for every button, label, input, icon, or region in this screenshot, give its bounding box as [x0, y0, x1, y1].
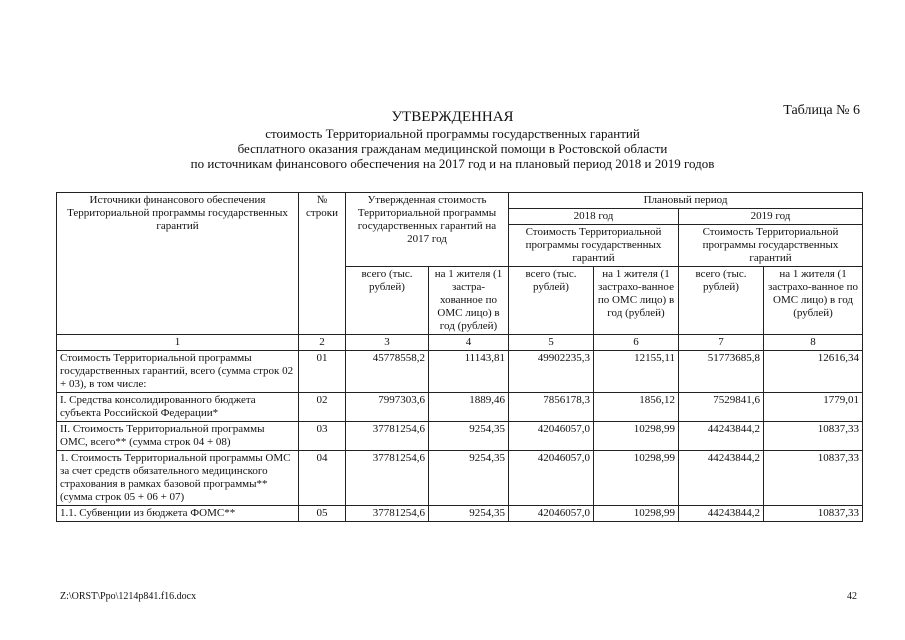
subtitle-line-1: стоимость Территориальной программы государственных гарантий [265, 126, 640, 141]
value-total-2017: 7997303,6 [346, 393, 429, 422]
column-number: 1 [57, 335, 299, 351]
value-total-2018: 49902235,3 [509, 351, 594, 393]
value-total-2019: 44243844,2 [679, 506, 764, 522]
column-number: 3 [346, 335, 429, 351]
value-total-2018: 42046057,0 [509, 451, 594, 506]
column-number: 6 [594, 335, 679, 351]
value-per-capita-2019: 12616,34 [764, 351, 863, 393]
header-per-capita-2017: на 1 жителя (1 застра-хованное по ОМС лицо) в год (рублей) [429, 267, 509, 335]
value-total-2018: 7856178,3 [509, 393, 594, 422]
value-per-capita-2018: 10298,99 [594, 451, 679, 506]
row-number: 05 [299, 506, 346, 522]
value-per-capita-2017: 1889,46 [429, 393, 509, 422]
row-name: 1.1. Субвенции из бюджета ФОМС** [57, 506, 299, 522]
value-per-capita-2019: 1779,01 [764, 393, 863, 422]
header-year-2019: 2019 год [679, 209, 863, 225]
header-year-2018: 2018 год [509, 209, 679, 225]
value-total-2018: 42046057,0 [509, 506, 594, 522]
row-number: 03 [299, 422, 346, 451]
subtitle-line-3: по источникам финансового обеспечения на 2017 год и на плановый период 2018 и 2019 годов [190, 156, 715, 171]
value-per-capita-2018: 10298,99 [594, 422, 679, 451]
subtitle-line-2: бесплатного оказания гражданам медицинской помощи в Ростовской области [237, 141, 668, 156]
column-number: 5 [509, 335, 594, 351]
value-per-capita-2019: 10837,33 [764, 506, 863, 522]
value-total-2017: 37781254,6 [346, 422, 429, 451]
header-total-2017: всего (тыс. рублей) [346, 267, 429, 335]
table-row [57, 451, 863, 506]
value-per-capita-2017: 11143,81 [429, 351, 509, 393]
value-per-capita-2017: 9254,35 [429, 422, 509, 451]
value-total-2019: 44243844,2 [679, 451, 764, 506]
header-planned-period: Плановый период [509, 193, 863, 209]
column-number: 4 [429, 335, 509, 351]
header-cost-2019: Стоимость Территориальной программы государственных гарантий [679, 225, 863, 267]
value-per-capita-2018: 1856,12 [594, 393, 679, 422]
page-number: 42 [847, 591, 857, 602]
value-total-2017: 37781254,6 [346, 451, 429, 506]
header-total-2018: всего (тыс. рублей) [509, 267, 594, 335]
column-number: 8 [764, 335, 863, 351]
value-per-capita-2017: 9254,35 [429, 451, 509, 506]
value-per-capita-2019: 10837,33 [764, 451, 863, 506]
value-per-capita-2018: 10298,99 [594, 506, 679, 522]
row-name: Стоимость Территориальной программы государственных гарантий, всего (сумма строк 02 + 03), в том числе: [57, 351, 299, 393]
document-title-block [0, 100, 905, 171]
value-total-2019: 44243844,2 [679, 422, 764, 451]
row-name: 1. Стоимость Территориальной программы ОМС за счет средств обязательного медицинского страхования в рамках базовой программы** (сумма строк 05 + 06 + 07) [57, 451, 299, 506]
header-row-no: № строки [299, 193, 346, 335]
value-total-2017: 37781254,6 [346, 506, 429, 522]
table-number: Таблица № 6 [783, 103, 860, 118]
row-name: II. Стоимость Территориальной программы ОМС, всего** (сумма строк 04 + 08) [57, 422, 299, 451]
column-number: 7 [679, 335, 764, 351]
row-number: 02 [299, 393, 346, 422]
column-number: 2 [299, 335, 346, 351]
header-per-capita-2018: на 1 жителя (1 застрахо-ванное по ОМС лицо) в год (рублей) [594, 267, 679, 335]
row-number: 04 [299, 451, 346, 506]
financing-table [56, 192, 863, 522]
row-name: I. Средства консолидированного бюджета субъекта Российской Федерации* [57, 393, 299, 422]
header-row-1 [57, 193, 863, 209]
header-cost-2018: Стоимость Территориальной программы государственных гарантий [509, 225, 679, 267]
file-path: Z:\ORST\Ppo\1214p841.f16.docx [60, 591, 197, 602]
table-row [57, 393, 863, 422]
header-per-capita-2019: на 1 жителя (1 застрахо-ванное по ОМС лицо) в год (рублей) [764, 267, 863, 335]
value-per-capita-2017: 9254,35 [429, 506, 509, 522]
table-row [57, 351, 863, 393]
row-number: 01 [299, 351, 346, 393]
value-total-2019: 51773685,8 [679, 351, 764, 393]
value-total-2019: 7529841,6 [679, 393, 764, 422]
value-total-2017: 45778558,2 [346, 351, 429, 393]
table-row [57, 422, 863, 451]
value-per-capita-2018: 12155,11 [594, 351, 679, 393]
header-approved: Утвержденная стоимость Территориальной программы государственных гарантий на 2017 год [346, 193, 509, 267]
document-title: УТВЕРЖДЕННАЯ [391, 109, 514, 125]
value-per-capita-2019: 10837,33 [764, 422, 863, 451]
header-total-2019: всего (тыс. рублей) [679, 267, 764, 335]
table-row [57, 506, 863, 522]
header-source: Источники финансового обеспечения Территориальной программы государственных гарантий [57, 193, 299, 335]
column-number-row [57, 335, 863, 351]
value-total-2018: 42046057,0 [509, 422, 594, 451]
